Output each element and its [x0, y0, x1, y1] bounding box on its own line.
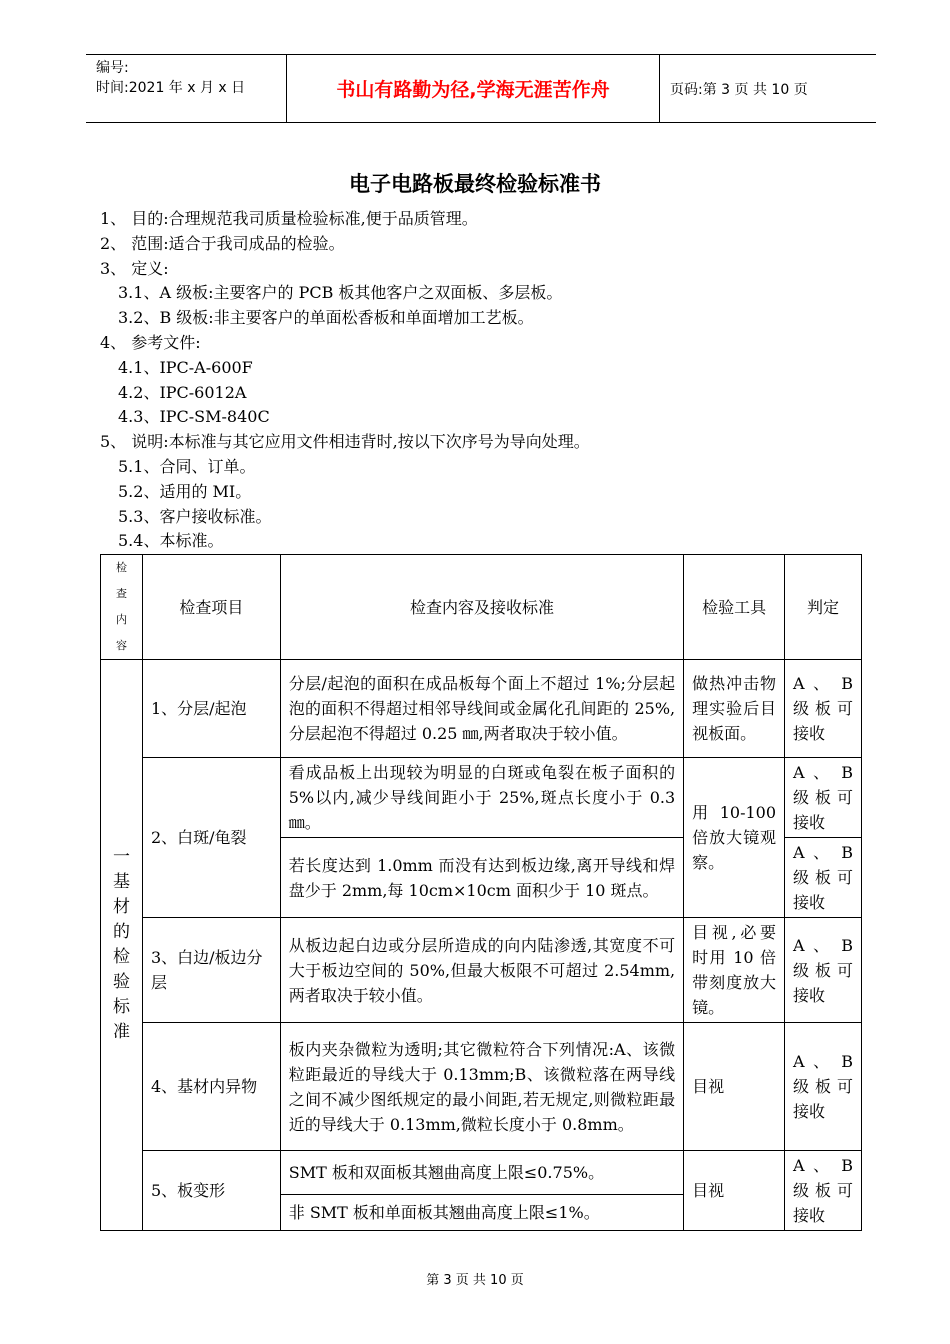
- priority-item: 5.4、本标准。: [118, 531, 224, 551]
- tool-cell: 目视: [684, 1151, 785, 1231]
- header-content: 检查内容及接收标准: [280, 555, 683, 660]
- content-cell: 板内夹杂微粒为透明;其它微粒符合下列情况:A、该微粒距最近的导线大于 0.13mm;B、该微粒落在两导线之间不减少图纸规定的最小间距,若无规定,则微粒距最近的导线大于 0.13mm,微粒长度小于 0.8mm。: [280, 1023, 683, 1151]
- group-label: [101, 660, 143, 1231]
- header-page-number: 页码:第 3 页 共 10 页: [670, 81, 808, 98]
- content-cell: 非 SMT 板和单面板其翘曲高度上限≤1%。: [280, 1195, 683, 1231]
- table-header-row: [101, 555, 862, 660]
- document-number-label: 编号:: [96, 60, 129, 76]
- section-definitions: 3、 定义:: [100, 258, 169, 278]
- header-item: 检查项目: [142, 555, 280, 660]
- section-scope: 2、 范围:适合于我司成品的检验。: [100, 233, 345, 253]
- inspection-table: [100, 554, 862, 1231]
- group-label-char: 准: [112, 1022, 130, 1042]
- table-row: [101, 1023, 862, 1151]
- section-purpose: 1、 目的:合理规范我司质量检验标准,便于品质管理。: [100, 209, 478, 228]
- content-cell: 若长度达到 1.0mm 而没有达到板边缘,离开导线和焊盘少于 2mm,每 10cm×10cm 面积少于 10 斑点。: [280, 838, 683, 918]
- item-cell: 3、白边/板边分层: [142, 918, 280, 1023]
- verdict-cell: A 、 B 级板可接收: [785, 1151, 862, 1231]
- verdict-cell: A 、 B 级板可接收: [785, 660, 862, 758]
- table-row: [101, 758, 862, 838]
- tool-cell: 用 10-100 倍放大镜观察。: [684, 758, 785, 918]
- table-row: [101, 660, 862, 758]
- verdict-cell: A 、 B 级板可接收: [785, 758, 862, 838]
- group-label-char: 检: [112, 947, 130, 967]
- verdict-cell: A 、 B 级板可接收: [785, 1023, 862, 1151]
- reference-item: 4.2、IPC-6012A: [118, 382, 247, 402]
- reference-item: 4.3、IPC-SM-840C: [118, 407, 270, 427]
- group-label-char: 基: [112, 872, 130, 892]
- header-category-char: 内: [115, 613, 127, 626]
- reference-item: 4.1、IPC-A-600F: [118, 357, 253, 377]
- item-cell: 2、白斑/龟裂: [142, 758, 280, 918]
- tool-cell: 做热冲击物理实验后目视板面。: [684, 660, 785, 758]
- priority-item: 5.1、合同、订单。: [118, 456, 256, 476]
- group-label-char: 的: [112, 922, 130, 942]
- header-motto: 书山有路勤为径,学海无涯苦作舟: [286, 55, 660, 122]
- priority-item: 5.2、适用的 MI。: [118, 481, 252, 501]
- document-sections: [100, 207, 590, 554]
- tool-cell: 目视: [684, 1023, 785, 1151]
- section-references: 4、 参考文件:: [100, 332, 201, 352]
- header-category-char: 容: [115, 639, 127, 652]
- header-meta: [96, 58, 245, 98]
- definition-a-board: 3.1、A 级板:主要客户的 PCB 板其他客户之双面板、多层板。: [118, 283, 563, 303]
- page-footer: 第 3 页 共 10 页: [426, 1273, 524, 1288]
- item-cell: 5、板变形: [142, 1151, 280, 1231]
- priority-item: 5.3、客户接收标准。: [118, 506, 272, 526]
- table-row: [101, 918, 862, 1023]
- table-row: [101, 1151, 862, 1195]
- item-cell: 4、基材内异物: [142, 1023, 280, 1151]
- document-title: 电子电路板最终检验标准书: [349, 172, 601, 196]
- content-cell: SMT 板和双面板其翘曲高度上限≤0.75%。: [280, 1151, 683, 1195]
- group-label-char: 材: [112, 897, 130, 917]
- group-label-char: 一: [112, 847, 130, 867]
- group-label-char: 标: [112, 997, 130, 1017]
- verdict-cell: A 、 B 级板可接收: [785, 838, 862, 918]
- content-cell: 看成品板上出现较为明显的白斑或龟裂在板子面积的 5%以内,减少导线间距小于 25%,斑点长度小于 0.3㎜。: [280, 758, 683, 838]
- section-notes: 5、 说明:本标准与其它应用文件相违背时,按以下次序号为导向处理。: [100, 432, 590, 452]
- header-verdict: 判定: [785, 555, 862, 660]
- verdict-cell: A 、 B 级板可接收: [785, 918, 862, 1023]
- tool-cell: 目视,必要时用 10 倍带刻度放大镜。: [684, 918, 785, 1023]
- item-cell: 1、分层/起泡: [142, 660, 280, 758]
- document-time-label: 时间:2021 年 x 月 x 日: [96, 80, 246, 96]
- header-category: [101, 555, 143, 660]
- page-header: [86, 54, 876, 123]
- content-cell: 从板边起白边或分层所造成的向内陆渗透,其宽度不可大于板边空间的 50%,但最大板限不可超过 2.54mm,两者取决于较小值。: [280, 918, 683, 1023]
- definition-b-board: 3.2、B 级板:非主要客户的单面松香板和单面增加工艺板。: [118, 308, 534, 328]
- content-cell: 分层/起泡的面积在成品板每个面上不超过 1%;分层起泡的面积不得超过相邻导线间或金属化孔间距的 25%,分层起泡不得超过 0.25 ㎜,两者取决于较小值。: [280, 660, 683, 758]
- header-tool: 检验工具: [684, 555, 785, 660]
- header-category-char: 查: [115, 587, 127, 600]
- group-label-char: 验: [112, 972, 130, 992]
- header-category-char: 检: [115, 561, 127, 574]
